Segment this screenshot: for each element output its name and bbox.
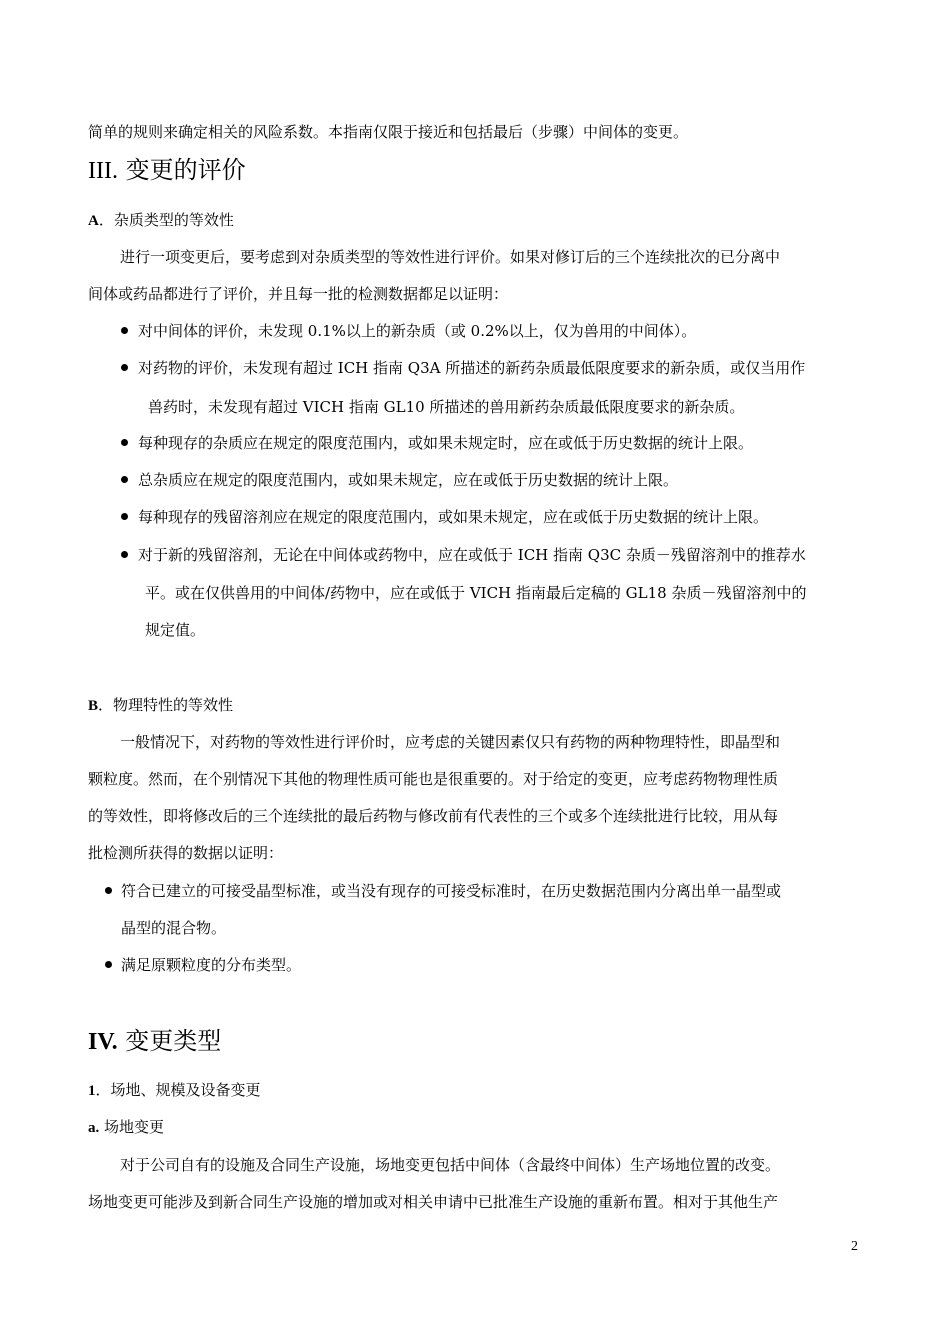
subsection-title: ．物理特性的等效性 (98, 696, 234, 714)
list-item: 符合已建立的可接受晶型标准，或当没有现存的可接受标准时，在历史数据范围内分离出单一晶型或 (121, 882, 782, 900)
paragraph-line: 间体或药品都进行了评价，并且每一批的检测数据都足以证明： (88, 285, 509, 303)
bullet-icon (121, 364, 128, 371)
list-item-continuation: 晶型的混合物。 (121, 919, 227, 937)
paragraph-line: 对于公司自有的设施及合同生产设施，场地变更包括中间体（含最终中间体）生产场地位置的改变。 (120, 1156, 781, 1174)
paragraph-line: 进行一项变更后，要考虑到对杂质类型的等效性进行评价。如果对修订后的三个连续批次的已分离中 (120, 248, 781, 266)
subsection-label: 1 (88, 1083, 96, 1099)
subsection-label: A (88, 213, 99, 229)
bullet-icon (105, 961, 112, 968)
subsection-label: B (88, 698, 99, 714)
subsection-heading-b (88, 695, 233, 716)
paragraph-line: 颗粒度。然而，在个别情况下其他的物理性质可能也是很重要的。对于给定的变更，应考虑药物物理性质 (88, 770, 779, 788)
paragraph-line: 的等效性，即将修改后的三个连续批的最后药物与修改前有代表性的三个或多个连续批进行比较，用从每 (88, 807, 779, 825)
list-item: 对中间体的评价，未发现 0.1%以上的新杂质（或 0.2%以上，仅为兽用的中间体）。 (138, 322, 697, 340)
section-title: 变更的评价 (125, 156, 246, 184)
list-item: 总杂质应在规定的限度范围内，或如果未规定，应在或低于历史数据的统计上限。 (138, 471, 679, 489)
paragraph-line: 一般情况下，对药物的等效性进行评价时，应考虑的关键因素仅只有药物的两种物理特性，即晶型和 (120, 733, 781, 751)
list-item: 对于新的残留溶剂，无论在中间体或药物中，应在或低于 ICH 指南 Q3C 杂质－残留溶剂中的推荐水 (138, 546, 806, 564)
list-item-continuation: 平。或在仅供兽用的中间体/药物中，应在或低于 VICH 指南最后定稿的 GL18 杂质－残留溶剂中的 (145, 584, 807, 602)
list-item: 满足原颗粒度的分布类型。 (121, 956, 302, 974)
subsection-heading-a-site (88, 1117, 164, 1138)
bullet-icon (121, 551, 128, 558)
subsection-title: 场地变更 (104, 1118, 165, 1136)
list-item-continuation: 兽药时，未发现有超过 VICH 指南 GL10 所描述的兽用新药杂质最低限度要求的新杂质。 (148, 398, 745, 416)
list-item: 每种现存的杂质应在规定的限度范围内，或如果未规定时，应在或低于历史数据的统计上限。 (138, 434, 754, 452)
list-item-continuation: 规定值。 (145, 621, 206, 639)
bullet-icon (121, 513, 128, 520)
subsection-heading-a (88, 210, 234, 231)
subsection-title: ．场地、规模及设备变更 (95, 1081, 261, 1099)
section-number: IV. (88, 1029, 118, 1055)
section-heading-3 (88, 155, 246, 186)
list-item: 每种现存的残留溶剂应在规定的限度范围内，或如果未规定，应在或低于历史数据的统计上限。 (138, 508, 769, 526)
page-number: 2 (851, 1239, 858, 1254)
paragraph-line: 批检测所获得的数据以证明： (88, 844, 284, 862)
section-number: III. (88, 158, 118, 184)
subsection-title: ．杂质类型的等效性 (98, 211, 234, 229)
subsection-label: a. (88, 1120, 100, 1136)
body-text-line: 简单的规则来确定相关的风险系数。本指南仅限于接近和包括最后（步骤）中间体的变更。 (88, 123, 689, 141)
bullet-icon (121, 439, 128, 446)
bullet-icon (121, 476, 128, 483)
subsection-heading-1 (88, 1080, 261, 1101)
section-heading-4 (88, 1026, 221, 1057)
paragraph-line: 场地变更可能涉及到新合同生产设施的增加或对相关申请中已批准生产设施的重新布置。相对于其他生产 (88, 1193, 779, 1211)
bullet-icon (121, 327, 128, 334)
bullet-icon (105, 887, 112, 894)
list-item: 对药物的评价，未发现有超过 ICH 指南 Q3A 所描述的新药杂质最低限度要求的新杂质，或仅当用作 (138, 359, 806, 377)
section-title: 变更类型 (125, 1027, 222, 1055)
